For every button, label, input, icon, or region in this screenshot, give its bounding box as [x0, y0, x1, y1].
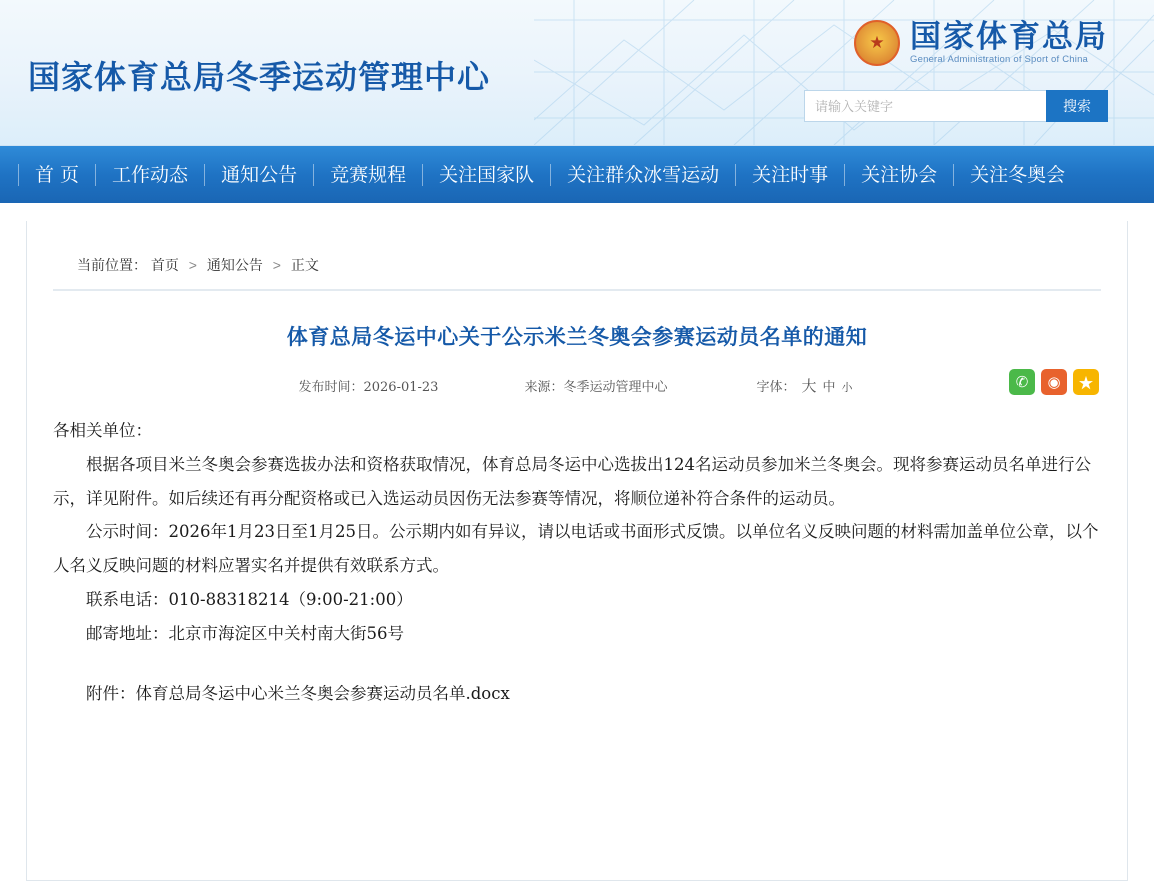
content-spacer [53, 651, 1101, 677]
breadcrumb-item-home[interactable]: 首页 [150, 257, 179, 273]
weibo-share-icon[interactable]: ◉ [1041, 369, 1067, 395]
site-title: 国家体育总局冬季运动管理中心 [28, 58, 491, 96]
gov-logo-en: General Administration of Sport of China [910, 54, 1089, 66]
article-paragraph-2: 公示时间：2026年1月23日至1月25日。公示期内如有异议，请以电话或书面形式反馈。以单位名义反映问题的材料需加盖单位公章，以个人名义反映问题的材料应署实名并提供有效联系方式。 [53, 522, 1099, 576]
national-emblem-icon [854, 20, 900, 66]
publish-time [298, 376, 438, 395]
attachment-label: 附件： [86, 683, 136, 703]
gov-logo-cn: 国家体育总局 [910, 18, 1108, 55]
font-size-large[interactable]: 大 [801, 377, 817, 395]
breadcrumb [53, 221, 1101, 291]
search-input[interactable] [804, 90, 1046, 122]
page-container [0, 203, 1154, 881]
nav-item-competition-rules[interactable]: 竞赛规程 [314, 164, 423, 186]
article-paragraph-salutation: 各相关单位： [53, 421, 152, 440]
nav-item-associations[interactable]: 关注协会 [845, 164, 954, 186]
nav-item-mass-snow-sports[interactable]: 关注群众冰雪运动 [551, 164, 736, 186]
font-size-medium[interactable]: 中 [822, 380, 836, 395]
article-card [26, 221, 1128, 881]
wechat-share-icon[interactable]: ✆ [1009, 369, 1035, 395]
nav-item-announcements[interactable]: 通知公告 [205, 164, 314, 186]
article-meta [53, 375, 1101, 396]
font-size-small[interactable]: 小 [841, 381, 853, 394]
page-title: 体育总局冬运中心关于公示米兰冬奥会参赛运动员名单的通知 [286, 324, 868, 349]
site-header [0, 0, 1154, 146]
breadcrumb-item-announcements[interactable]: 通知公告 [206, 257, 263, 273]
nav-item-current-affairs[interactable]: 关注时事 [736, 164, 845, 186]
nav-item-work-news[interactable]: 工作动态 [96, 164, 205, 186]
gov-logo [854, 20, 1108, 66]
article-body [53, 414, 1101, 651]
favorite-share-icon[interactable]: ★ [1073, 369, 1099, 395]
publish-time-value: 2026-01-23 [363, 380, 439, 395]
nav-item-home[interactable]: 首 页 [18, 164, 96, 186]
attachment-row [53, 677, 1101, 711]
search-box [804, 90, 1108, 122]
search-button[interactable]: 搜索 [1046, 90, 1108, 122]
nav-item-national-team[interactable]: 关注国家队 [423, 164, 551, 186]
source-label: 来源： [524, 380, 564, 395]
publish-time-label: 发布时间： [298, 380, 364, 395]
breadcrumb-separator: > [188, 257, 197, 273]
breadcrumb-separator: > [272, 257, 281, 273]
font-size-switcher [753, 375, 855, 396]
article-paragraph-1: 根据各项目米兰冬奥会参赛选拔办法和资格获取情况，体育总局冬运中心选拔出124名运动员参加米兰冬奥会。现将参赛运动员名单进行公示，详见附件。如后续还有再分配资格或已入选运动员因伤无法参赛等情况，将顺位递补符合条件的运动员。 [53, 454, 1091, 508]
breadcrumb-item-current: 正文 [290, 257, 319, 273]
article-paragraph-address: 邮寄地址：北京市海淀区中关村南大街56号 [86, 623, 404, 643]
attachment-file-link[interactable]: 体育总局冬运中心米兰冬奥会参赛运动员名单.docx [135, 683, 510, 703]
article-paragraph-phone: 联系电话：010-88318214（9:00-21:00） [86, 590, 413, 610]
article-source [524, 376, 667, 395]
share-icons [1009, 369, 1099, 395]
breadcrumb-label: 当前位置： [77, 257, 147, 273]
nav-item-winter-olympics[interactable]: 关注冬奥会 [970, 163, 1066, 186]
main-nav [0, 146, 1154, 203]
font-size-label: 字体： [756, 380, 796, 395]
source-value: 冬季运动管理中心 [563, 380, 668, 395]
